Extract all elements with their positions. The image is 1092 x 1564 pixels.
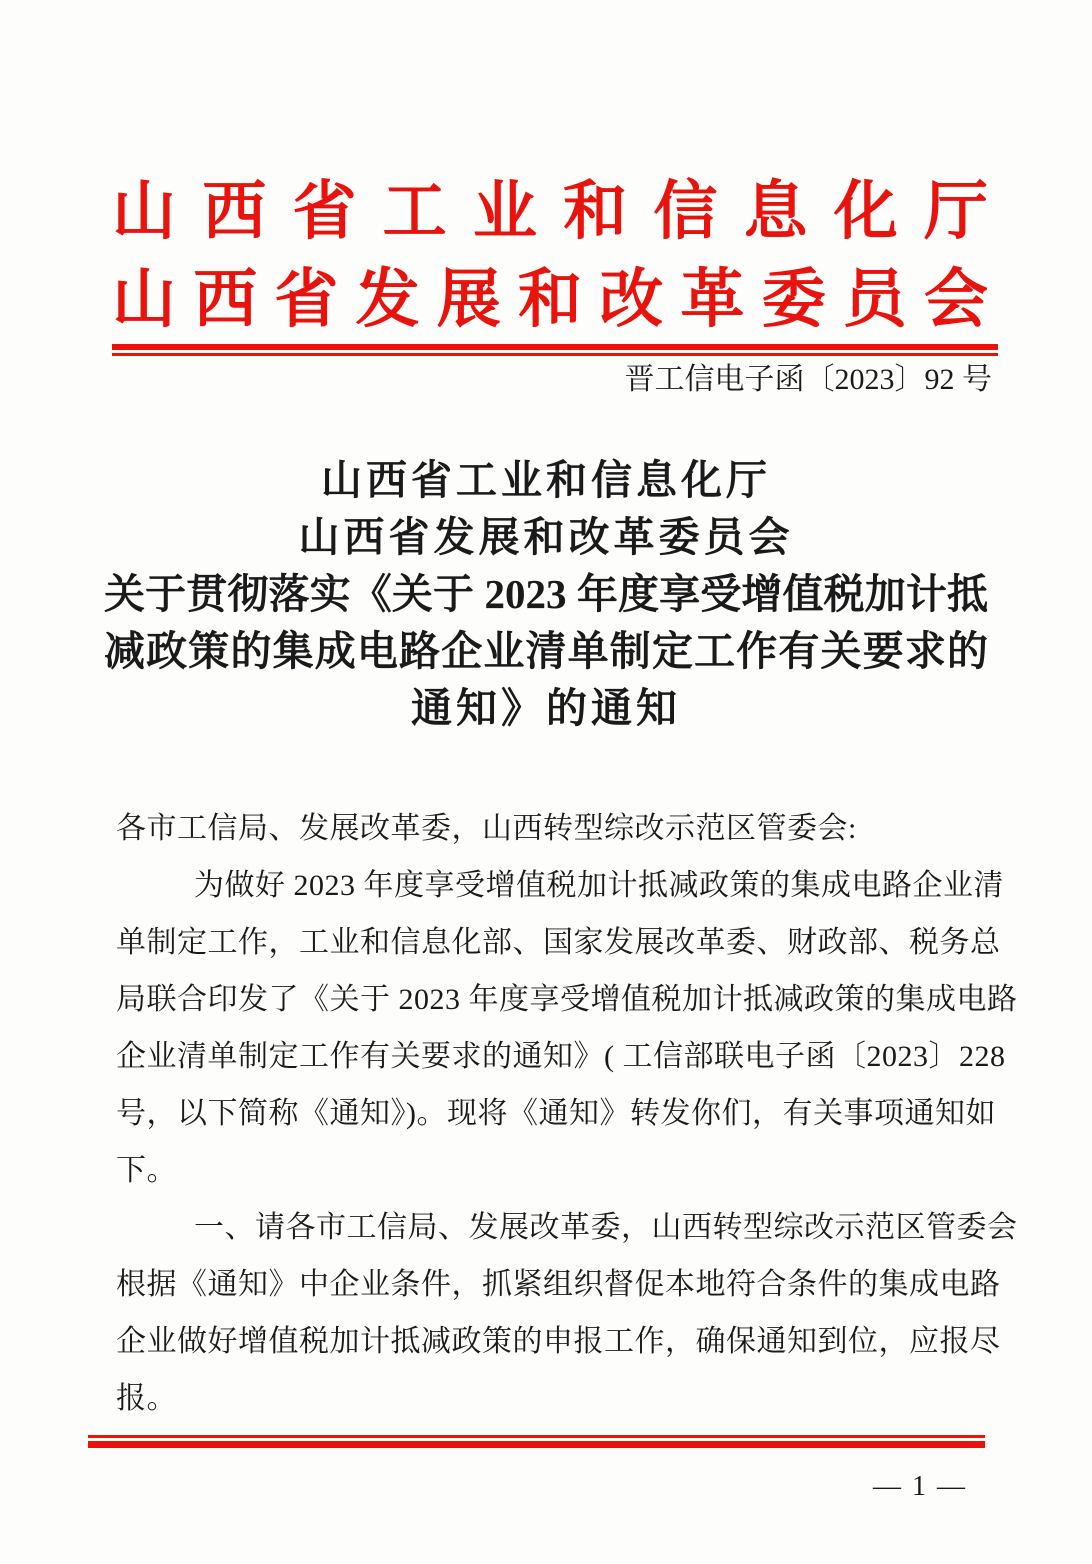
body-text-line: 企业做好增值税加计抵减政策的申报工作，确保通知到位，应报尽 <box>116 1325 1001 1358</box>
body-text-line: 报。 <box>116 1382 177 1415</box>
letterhead-line-1: 山西省工业和信息化厅 <box>112 176 988 247</box>
body-text-line: 根据《通知》中企业条件，抓紧组织督促本地符合条件的集成电路 <box>116 1268 1001 1301</box>
body-text-line: 下。 <box>116 1154 177 1187</box>
body-text-line: 企业清单制定工作有关要求的通知》( 工信部联电子函〔2023〕228 <box>116 1040 1006 1073</box>
salutation-line: 各市工信局、发展改革委，山西转型综改示范区管委会: <box>116 812 857 845</box>
header-rule-thin <box>112 353 998 356</box>
body-text-line: 局联合印发了《关于 2023 年度享受增值税加计抵减政策的集成电路 <box>116 983 1018 1016</box>
document-title <box>104 452 988 737</box>
body-text-line: 单制定工作，工业和信息化部、国家发展改革委、财政部、税务总 <box>116 926 1001 959</box>
header-rule <box>112 344 998 356</box>
header-rule-thick <box>112 344 998 350</box>
title-line-5: 通知》的通知 <box>411 685 681 731</box>
body-text-line: 一、请各市工信局、发展改革委，山西转型综改示范区管委会 <box>194 1211 1018 1244</box>
footer-rule-thin <box>88 1435 985 1438</box>
document-body <box>116 800 1018 1427</box>
body-text-line: 为做好 2023 年度享受增值税加计抵减政策的集成电路企业清 <box>194 869 1004 902</box>
doc-number: 晋工信电子函〔2023〕92 号 <box>624 363 992 396</box>
letterhead-line-2: 山西省发展和改革委员会 <box>112 264 988 335</box>
title-line-3: 关于贯彻落实《关于 2023 年度享受增值税加计抵 <box>104 571 988 617</box>
title-line-4: 减政策的集成电路企业清单制定工作有关要求的 <box>104 628 988 674</box>
footer-rule <box>88 1435 985 1448</box>
title-line-1: 山西省工业和信息化厅 <box>321 457 771 503</box>
page-number: — 1 — <box>873 1471 967 1502</box>
footer-rule-thick <box>88 1441 985 1448</box>
body-text-line: 号，以下简称《通知》)。现将《通知》转发你们，有关事项通知如 <box>116 1097 996 1130</box>
title-line-2: 山西省发展和改革委员会 <box>298 514 794 560</box>
letterhead <box>112 168 988 344</box>
